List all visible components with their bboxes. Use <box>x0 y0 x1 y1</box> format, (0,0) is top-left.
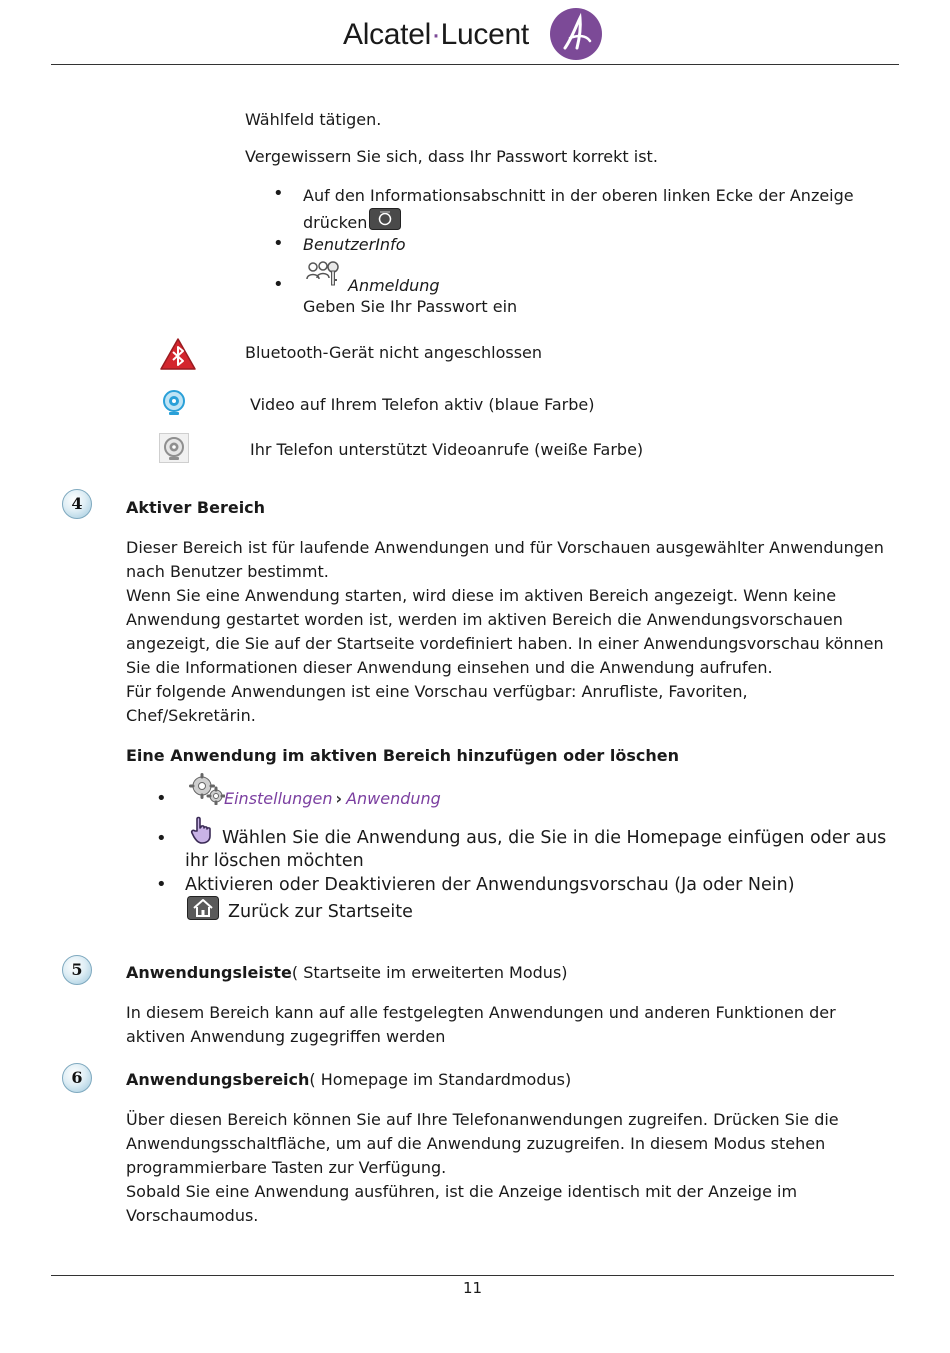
logo-dot: · <box>430 18 441 51</box>
benutzerinfo-label: BenutzerInfo <box>303 235 406 254</box>
paragraph-line: Über diesen Bereich können Sie auf Ihre Telefonanwendungen zugreifen. Drücken Sie die <box>126 1110 839 1129</box>
logo-text-left: Alcatel <box>343 18 431 51</box>
section-number-badge: 4 <box>62 489 92 519</box>
logo <box>343 6 605 64</box>
page-number: 11 <box>462 1279 483 1297</box>
paragraph-line: Anwendungsschaltfläche, um auf die Anwendung zuzugreifen. In diesem Modus stehen <box>126 1134 826 1153</box>
users-key-icon <box>306 257 340 289</box>
paragraph-line: programmierbare Tasten zur Verfügung. <box>126 1158 447 1177</box>
paragraph-line: Sobald Sie eine Anwendung ausführen, ist die Anzeige identisch mit der Anzeige im <box>126 1182 798 1201</box>
paragraph-line: Chef/Sekretärin. <box>126 706 256 725</box>
footer-rule <box>51 1275 894 1276</box>
status-line-2: Vergewissern Sie sich, dass Ihr Passwort korrekt ist. <box>245 147 658 166</box>
section-6-paragraph <box>126 1108 839 1228</box>
paragraph-line: nach Benutzer bestimmt. <box>126 562 329 581</box>
paragraph-line: aktiven Anwendung zugegriffen werden <box>126 1027 446 1046</box>
header-rule <box>51 64 899 65</box>
subheading: Eine Anwendung im aktiven Bereich hinzufügen oder löschen <box>126 746 679 765</box>
home-icon <box>187 896 219 920</box>
gear-icon <box>189 773 225 805</box>
bullet-dot: • <box>273 233 284 254</box>
paragraph-line: In diesem Bereich kann auf alle festgelegten Anwendungen und anderen Funktionen der <box>126 1003 836 1022</box>
anmeldung-label: Anmeldung <box>348 276 440 295</box>
settings-label: Einstellungen <box>224 789 333 808</box>
webcam-white-icon <box>159 433 189 463</box>
paragraph-line: Sie die Informationen dieser Anwendung einsehen und die Anwendung aufrufen. <box>126 658 773 677</box>
section-number-badge: 6 <box>62 1063 92 1093</box>
section-title-rest: ( Startseite im erweiterten Modus) <box>291 963 568 982</box>
paragraph-line: angezeigt, die Sie auf der Startseite vordefiniert haben. In einer Anwendungsvorschau können <box>126 634 884 653</box>
path-separator: › <box>335 789 343 808</box>
bullet-dot: • <box>156 788 167 809</box>
section-title-rest: ( Homepage im Standardmodus) <box>309 1070 572 1089</box>
section-title: Aktiver Bereich <box>126 498 266 517</box>
bullet-dot: • <box>156 874 167 895</box>
application-label: Anwendung <box>346 789 441 808</box>
bullet-dot: • <box>273 183 284 204</box>
settings-path <box>224 787 441 811</box>
step-select-line-2: ihr löschen möchten <box>185 851 364 871</box>
step-toggle-preview: Aktivieren oder Deaktivieren der Anwendungsvorschau (Ja oder Nein) <box>185 875 795 895</box>
bluetooth-status-text: Bluetooth-Gerät nicht angeschlossen <box>245 343 543 362</box>
paragraph-line: Dieser Bereich ist für laufende Anwendungen und für Vorschauen ausgewählter Anwendungen <box>126 538 884 557</box>
section-number-badge: 5 <box>62 955 92 985</box>
video-supported-text: Ihr Telefon unterstützt Videoanrufe (weiße Farbe) <box>250 440 644 459</box>
bullet-dot: • <box>273 274 284 295</box>
bluetooth-warning-icon <box>159 337 197 371</box>
section-5-paragraph <box>126 1001 836 1049</box>
section-4-paragraph <box>126 536 884 728</box>
paragraph-line: Vorschaumodus. <box>126 1206 259 1225</box>
section-title <box>126 961 568 985</box>
paragraph-line: Für folgende Anwendungen ist eine Vorschau verfügbar: Anrufliste, Favoriten, <box>126 682 748 701</box>
info-bullet-line-1: Auf den Informationsabschnitt in der oberen linken Ecke der Anzeige <box>303 186 854 205</box>
logo-mark-icon <box>550 8 602 60</box>
section-title-bold: Anwendungsleiste <box>126 963 292 982</box>
paragraph-line: Anwendung gestartet worden ist, werden im aktiven Bereich die Anwendungsvorschauen <box>126 610 843 629</box>
camera-button-icon <box>369 208 401 230</box>
paragraph-line: Wenn Sie eine Anwendung starten, wird diese im aktiven Bereich angezeigt. Wenn keine <box>126 586 837 605</box>
video-active-text: Video auf Ihrem Telefon aktiv (blaue Farbe) <box>250 395 595 414</box>
bullet-dot: • <box>156 828 167 849</box>
password-hint: Geben Sie Ihr Passwort ein <box>303 297 518 316</box>
logo-text-right: Lucent <box>440 18 529 51</box>
hand-pointer-icon <box>188 815 218 845</box>
info-bullet-line-2: drücken <box>303 213 368 232</box>
step-return-home: Zurück zur Startseite <box>228 902 413 922</box>
section-title <box>126 1068 571 1092</box>
section-title-bold: Anwendungsbereich <box>126 1070 310 1089</box>
webcam-blue-icon <box>160 389 188 417</box>
status-line-1: Wählfeld tätigen. <box>245 110 382 129</box>
step-select-line-1: Wählen Sie die Anwendung aus, die Sie in die Homepage einfügen oder aus <box>222 828 887 848</box>
